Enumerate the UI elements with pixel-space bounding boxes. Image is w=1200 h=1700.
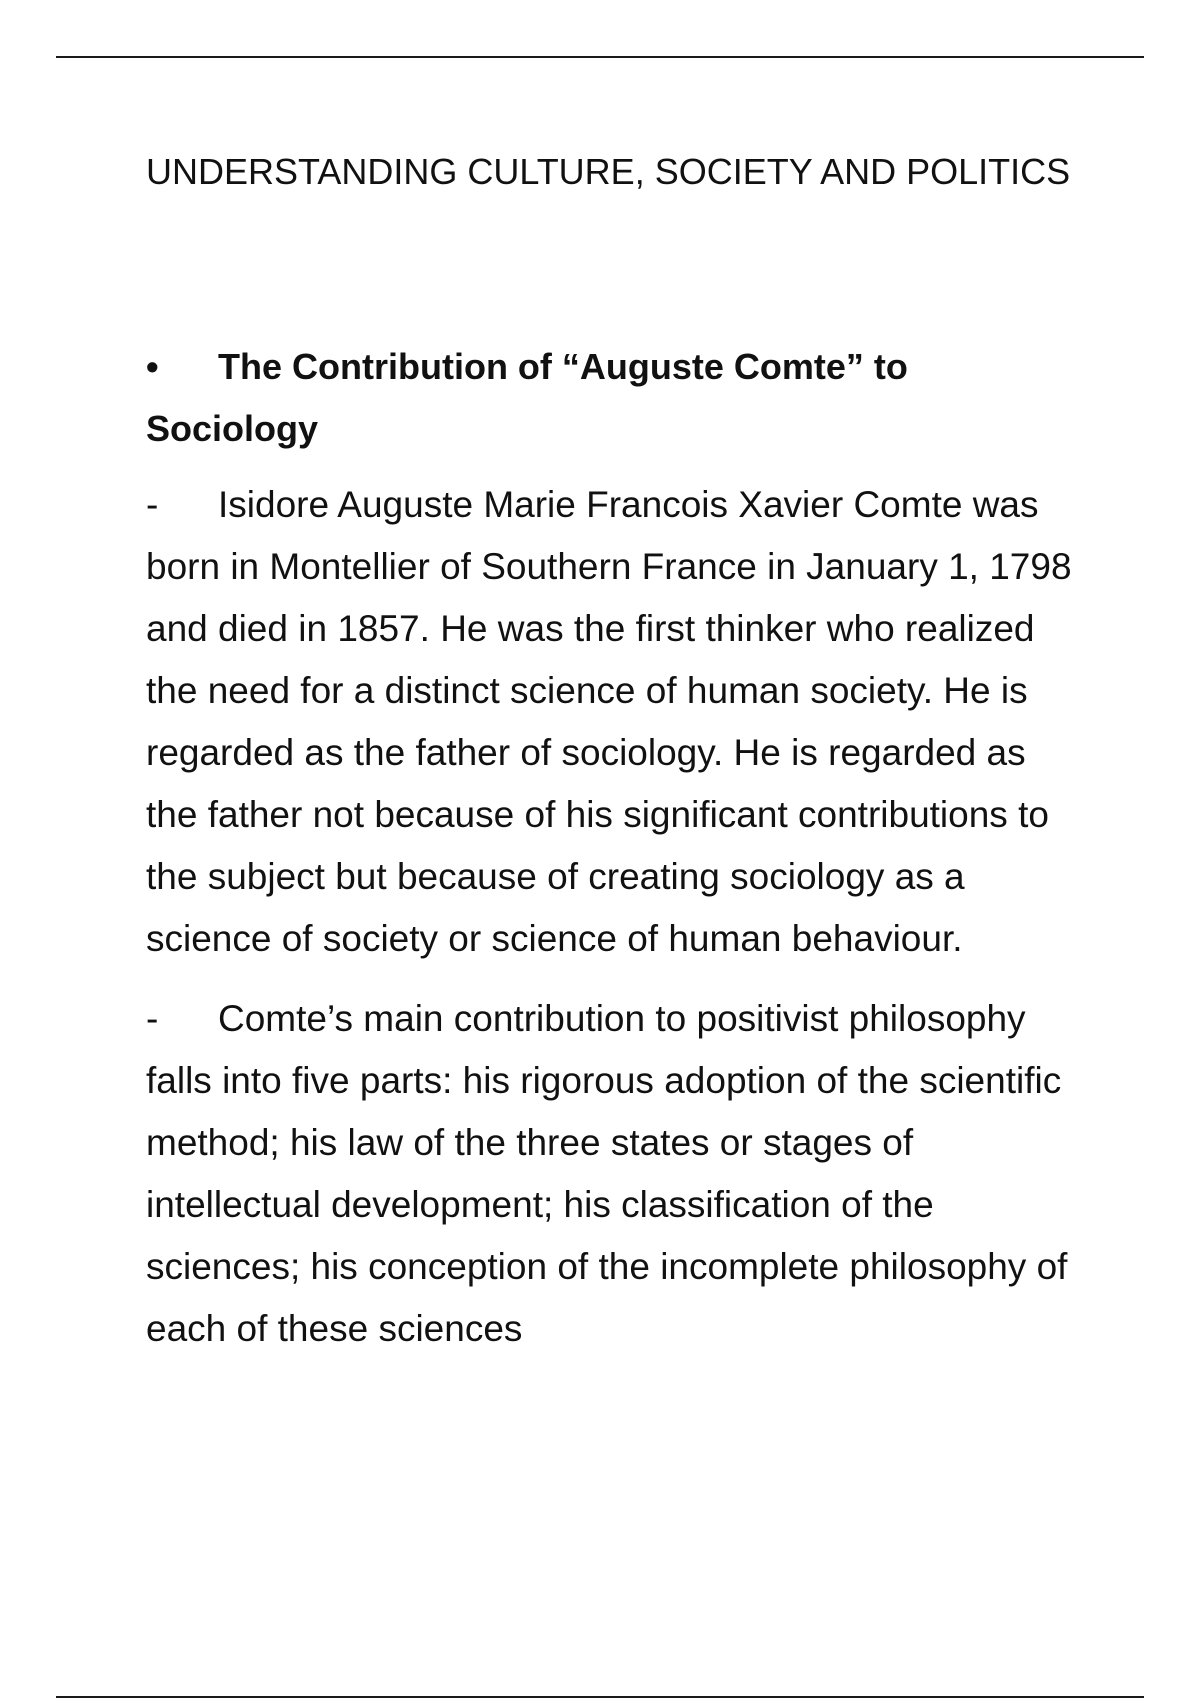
bullet-marker: • bbox=[146, 346, 159, 387]
paragraph-text: Comte’s main contribution to positivist philosophy falls into five parts: his rigorous adoption of the scientific method; his law of the three states or stages of intellectual development; his classification of the sciences; his conception of the incomplete philosophy of each of these sciences bbox=[146, 998, 1068, 1349]
document-title: UNDERSTANDING CULTURE, SOCIETY AND POLITICS bbox=[146, 151, 1071, 192]
page-content bbox=[146, 150, 1086, 1360]
paragraph-1 bbox=[146, 474, 1086, 970]
section-heading-text: The Contribution of “Auguste Comte” to Sociology bbox=[146, 346, 908, 449]
section-heading bbox=[146, 336, 1086, 460]
dash-marker: - bbox=[146, 998, 159, 1039]
paragraph-2 bbox=[146, 988, 1086, 1360]
bottom-rule bbox=[56, 1696, 1144, 1698]
top-rule bbox=[56, 56, 1144, 58]
dash-marker: - bbox=[146, 484, 159, 525]
paragraph-text: Isidore Auguste Marie Francois Xavier Comte was born in Montellier of Southern France in January 1, 1798 and died in 1857. He was the first thinker who realized the need for a distinct science of human society. He is regarded as the father of sociology. He is regarded as the father not because of his significant contributions to the subject but because of creating sociology as a science of society or science of human behaviour. bbox=[146, 484, 1072, 959]
